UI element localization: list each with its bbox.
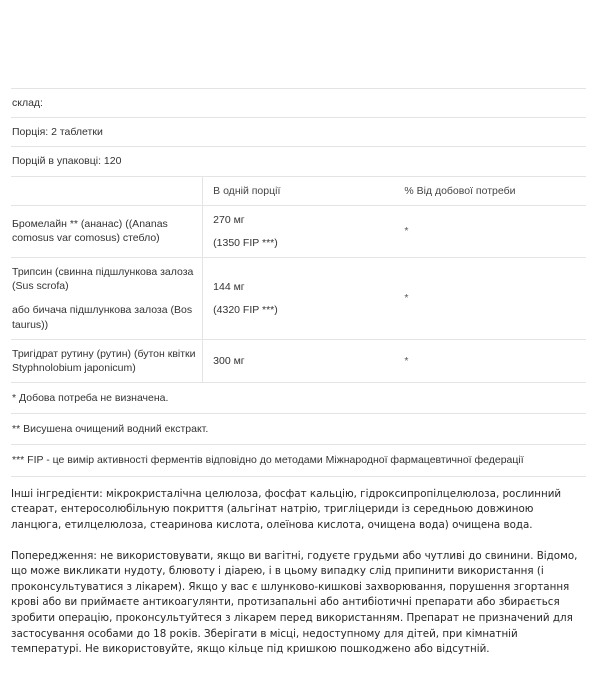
- ingredient-daily-value-cell: [394, 339, 586, 382]
- supplement-facts-page: [0, 88, 600, 688]
- table-header-row: [11, 176, 586, 205]
- ingredient-amount-cell: [203, 258, 395, 340]
- footnote-row: [11, 445, 586, 476]
- supplement-facts-table: [11, 88, 586, 382]
- table-row: [11, 205, 586, 257]
- ingredient-name-cell: [11, 258, 203, 340]
- serving-size-label: Порція: 2 таблетки: [11, 118, 586, 147]
- daily-value-asterisk: *: [404, 354, 409, 367]
- ingredient-amount-line: 300 мг: [213, 354, 245, 367]
- ingredient-amount-cell: [203, 339, 395, 382]
- ingredient-name-cell: [11, 205, 203, 257]
- ingredient-daily-value-cell: [394, 258, 586, 340]
- other-ingredients-paragraph: Інші інгредієнти: мікрокристалічна целюлоза, фосфат кальцію, гідроксипропілцелюлоза, рослинний стеарат, ентеросолюбільную покриття (альгінат натрію, тригліцериди із середньою довжиною ланцюга, етилцелюлоза, стеаринова кислота, олеїнова кислота, очищена вода) очищена вода.: [11, 487, 562, 531]
- table-row: [11, 258, 586, 340]
- ingredient-name-line: Трипсин (свинна підшлункова залоза (Sus scrofa): [12, 266, 194, 293]
- footnote-row: [11, 414, 586, 445]
- ingredient-name-line: Бромелайн ** (ананас) ((Ananas comosus var comosus) стебло): [12, 218, 168, 245]
- ingredient-daily-value-cell: [394, 205, 586, 257]
- column-header-amount-per-serving: В одній порції: [203, 176, 395, 205]
- table-row-composition: [11, 89, 586, 118]
- ingredient-amount-cell: [203, 205, 395, 257]
- servings-per-container-label: Порцій в упаковці: 120: [11, 147, 586, 176]
- table-row-serving-size: [11, 118, 586, 147]
- footnote-daily-value: * Добова потреба не визначена.: [11, 383, 586, 414]
- ingredient-amount-activity: (4320 FIP ***): [213, 303, 278, 316]
- ingredient-name-line: Тригідрат рутину (рутин) (бутон квітки Styphnolobium japonicum): [12, 347, 196, 374]
- ingredient-name-cell: [11, 339, 203, 382]
- column-header-daily-value: % Від добової потреби: [394, 176, 586, 205]
- ingredient-name-line-alt: або бичача підшлункова залоза (Bos taurus)): [12, 304, 193, 331]
- footnote-fip: *** FIP - це вимір активності ферментів відповідно до методами Міжнародної фармацевтичної федерації: [11, 445, 586, 476]
- table-row-servings-per-container: [11, 147, 586, 176]
- column-header-name: [11, 176, 203, 205]
- table-row: [11, 339, 586, 382]
- footnotes-table: [11, 382, 586, 477]
- warning-paragraph: Попередження: не використовувати, якщо ви вагітні, годуєте грудьми або чутливі до свинини. Відомо, що може викликати нудоту, блювоту і діарею, і в цьому випадку слід припинити використання (і проконсультуватися з лікарем). Якщо у вас є шлунково-кишкові захворювання, порушення згортання крові або ви приймаєте антикоагулянти, протизапальні або антибіотичні препарати або збирається зробити операцію, проконсультуйтеся з лікарем перед використанням. Препарат не призначений для застосування особами до 18 років. Зберігати в місці, недоступному для дітей, при кімнатній температурі. Не використовуйте, якщо кільце під кришкою пошкоджено або відсутній.: [11, 549, 578, 656]
- footnote-row: [11, 383, 586, 414]
- ingredient-amount-line: 144 мг: [213, 280, 245, 293]
- ingredient-amount-activity: (1350 FIP ***): [213, 236, 278, 249]
- daily-value-asterisk: *: [404, 292, 409, 305]
- daily-value-asterisk: *: [404, 225, 409, 238]
- footnote-extract: ** Висушена очищений водний екстракт.: [11, 414, 586, 445]
- composition-label: склад:: [11, 89, 586, 118]
- ingredient-amount-line: 270 мг: [213, 213, 245, 226]
